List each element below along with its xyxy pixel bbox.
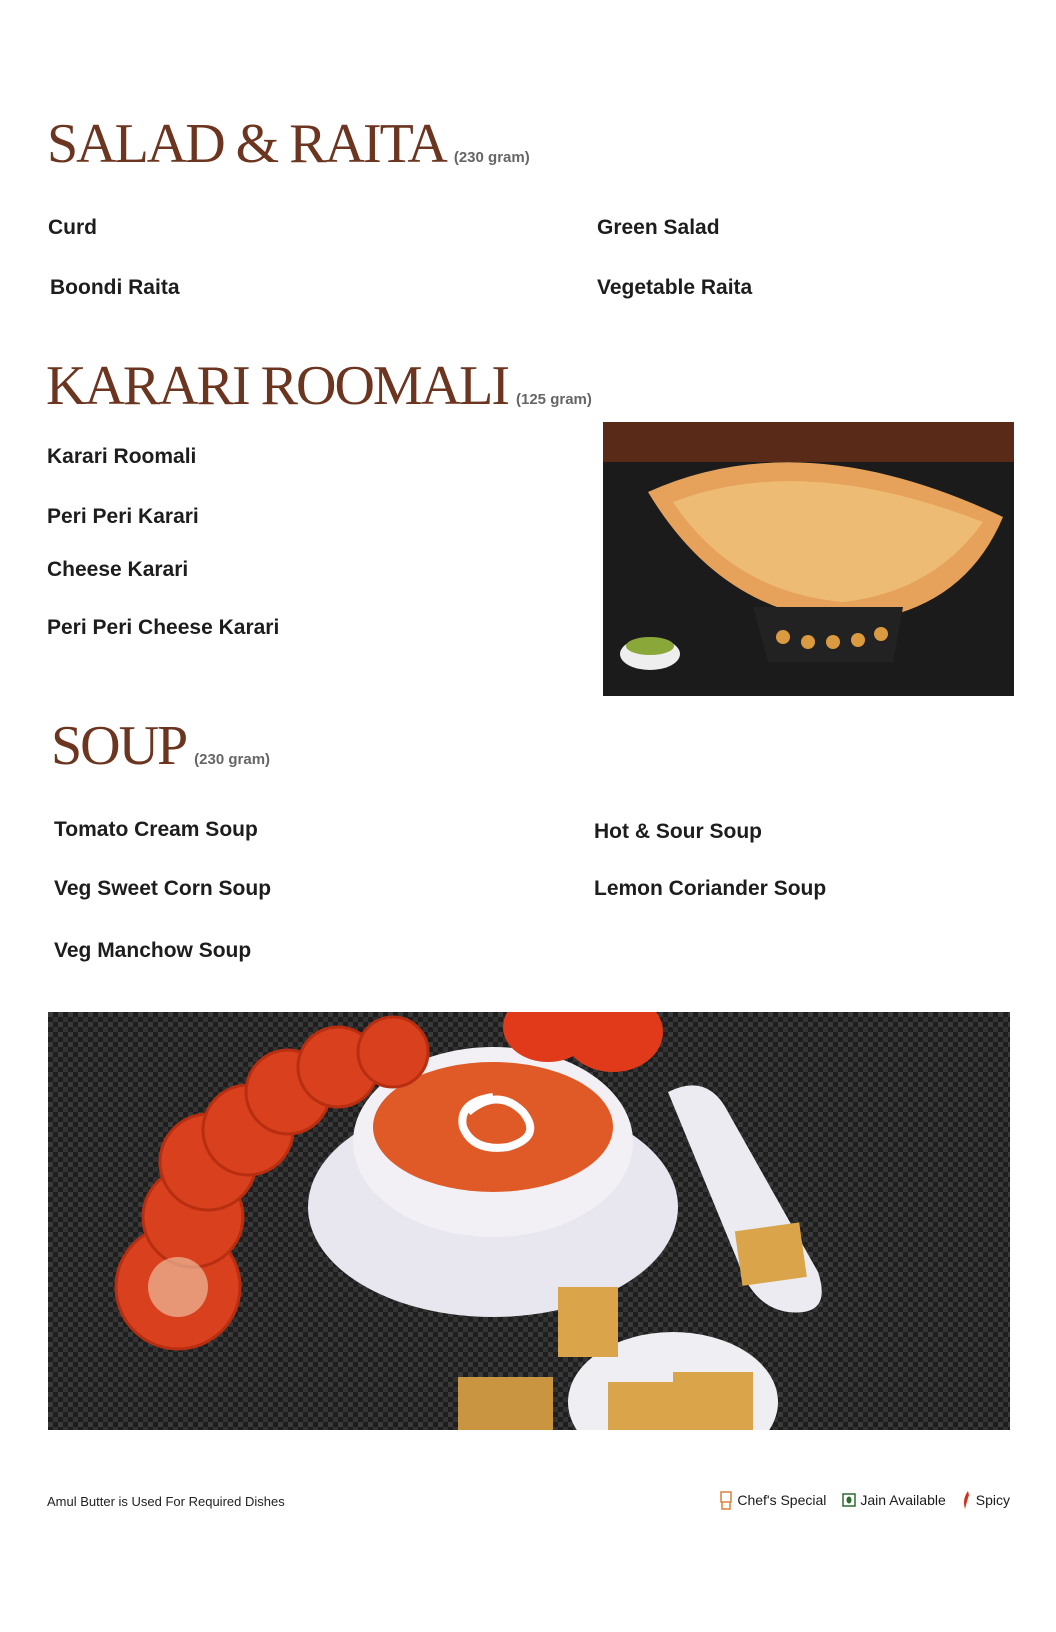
section-heading-karari bbox=[46, 355, 592, 417]
menu-item: Veg Manchow Soup bbox=[54, 939, 252, 962]
legend-chefs-special bbox=[719, 1490, 826, 1510]
section-heading-soup bbox=[51, 715, 271, 777]
section-title: SOUP bbox=[51, 715, 187, 777]
section-heading-salad bbox=[47, 113, 530, 175]
section-title: SALAD & RAITA bbox=[47, 113, 446, 175]
legend-label: Spicy bbox=[975, 1492, 1010, 1508]
legend bbox=[719, 1490, 1010, 1510]
footer-note: Amul Butter is Used For Required Dishes bbox=[47, 1494, 285, 1509]
legend-jain-available bbox=[842, 1490, 945, 1510]
section-weight: (230 gram) bbox=[453, 149, 530, 166]
menu-item: Karari Roomali bbox=[47, 445, 197, 468]
menu-item: Hot & Sour Soup bbox=[594, 820, 762, 843]
chili-icon bbox=[962, 1490, 972, 1510]
section-weight: (230 gram) bbox=[194, 751, 271, 768]
legend-label: Jain Available bbox=[860, 1492, 946, 1508]
menu-item: Cheese Karari bbox=[47, 558, 189, 581]
menu-item: Peri Peri Cheese Karari bbox=[47, 616, 280, 639]
jain-symbol-icon bbox=[842, 1493, 856, 1507]
menu-item: Vegetable Raita bbox=[597, 276, 753, 299]
menu-item: Boondi Raita bbox=[50, 276, 180, 299]
menu-item: Peri Peri Karari bbox=[47, 505, 199, 528]
menu-item: Veg Sweet Corn Soup bbox=[54, 877, 272, 900]
section-title: KARARI ROOMALI bbox=[46, 355, 508, 417]
chef-hat-icon bbox=[719, 1490, 733, 1510]
karari-roomali-photo bbox=[603, 422, 1014, 696]
menu-item: Lemon Coriander Soup bbox=[594, 877, 827, 900]
section-weight: (125 gram) bbox=[516, 391, 592, 408]
legend-label: Chef's Special bbox=[737, 1492, 827, 1508]
menu-item: Tomato Cream Soup bbox=[54, 818, 258, 841]
legend-spicy bbox=[962, 1490, 1010, 1510]
menu-item: Green Salad bbox=[597, 216, 720, 239]
tomato-soup-photo bbox=[48, 1012, 1010, 1430]
menu-item: Curd bbox=[48, 216, 97, 239]
